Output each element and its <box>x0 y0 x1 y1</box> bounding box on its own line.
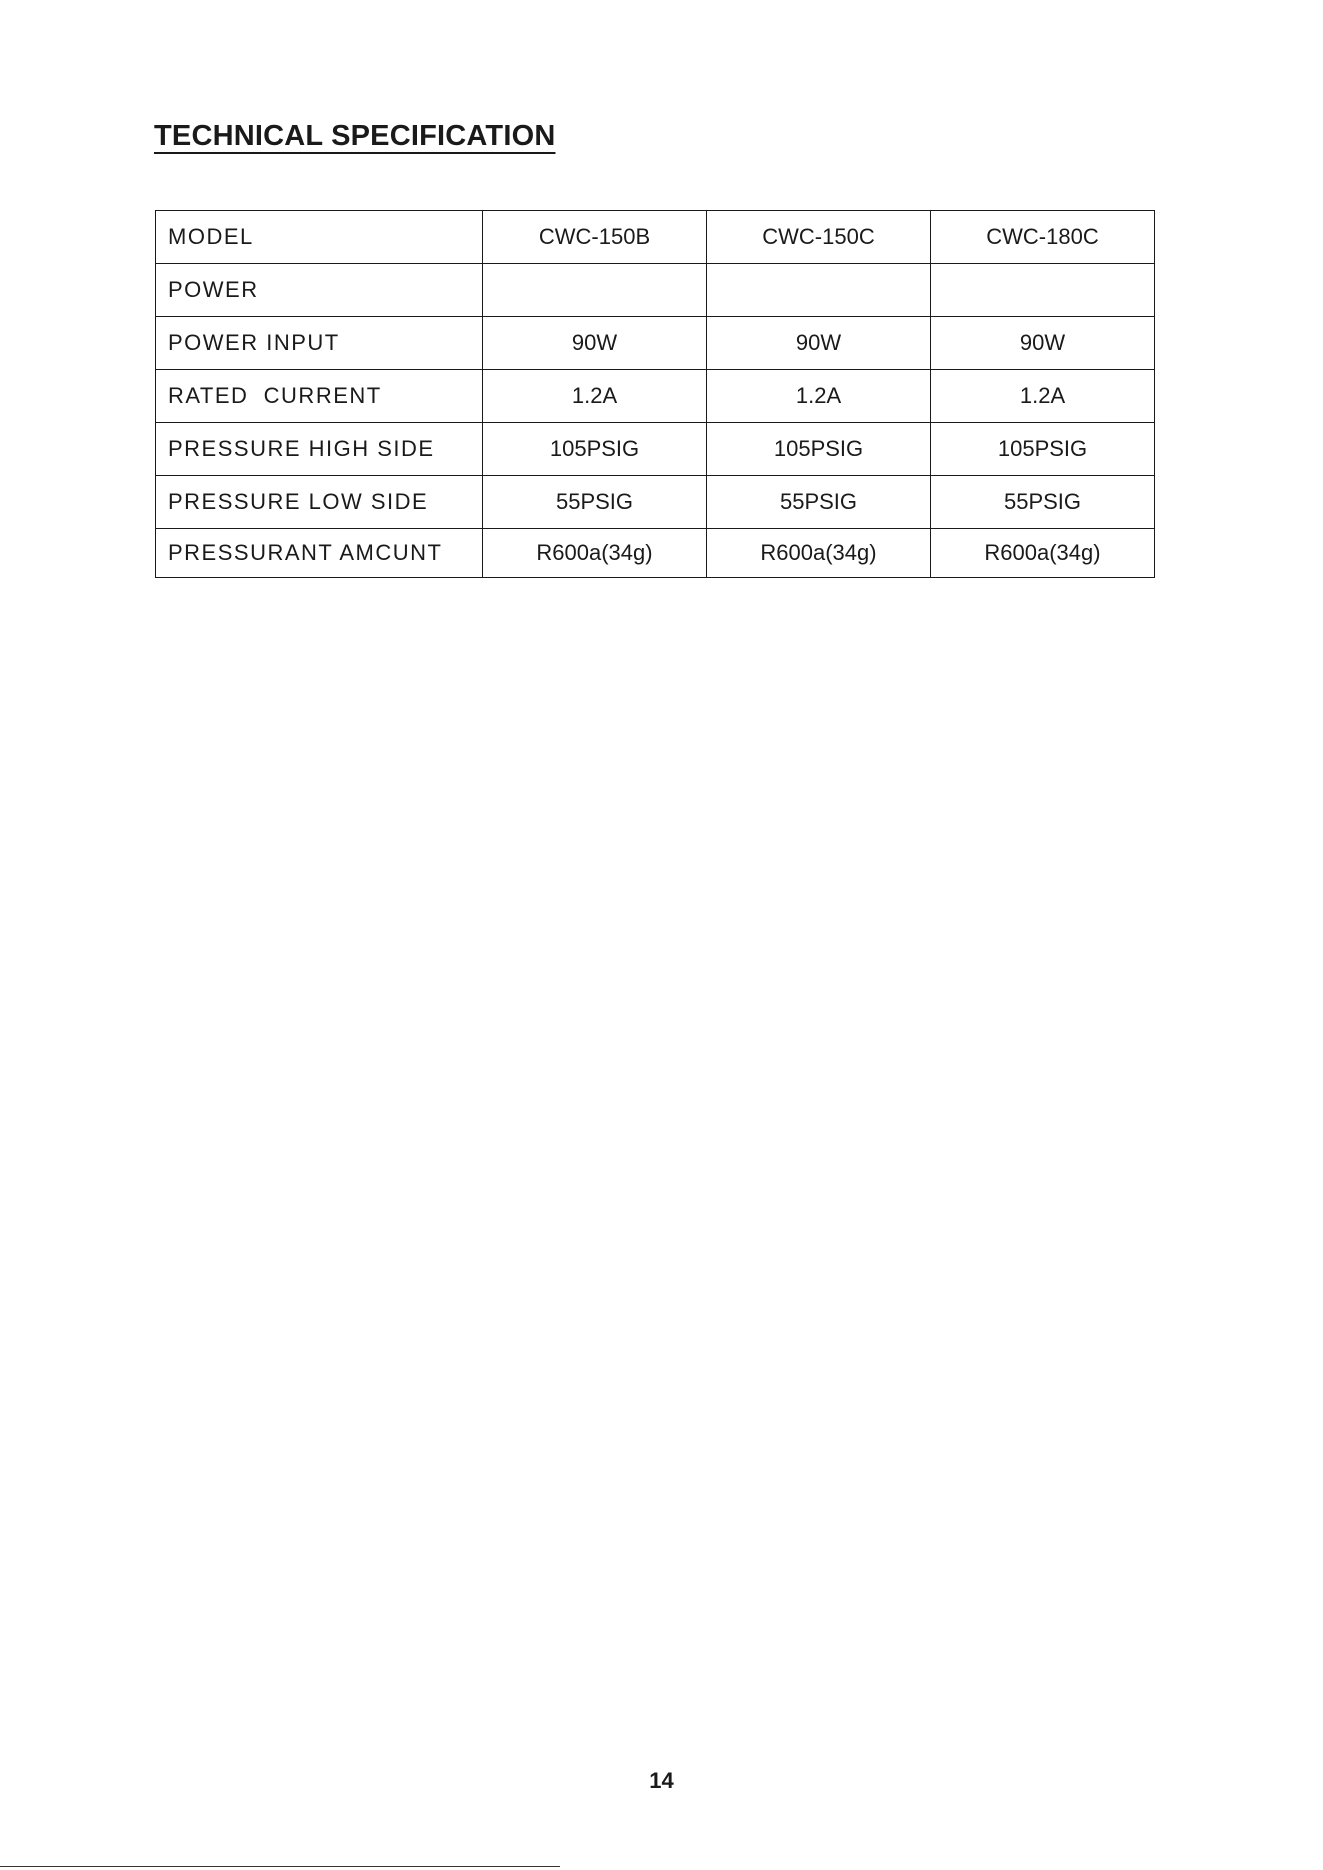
cell-value: 55PSIG <box>931 476 1155 529</box>
table-row-pressure-low-side <box>156 476 1155 529</box>
cell-value: 90W <box>707 317 931 370</box>
row-label: POWER INPUT <box>156 317 483 370</box>
cell-value <box>931 264 1155 317</box>
table-row-model <box>156 211 1155 264</box>
cell-value: 1.2A <box>931 370 1155 423</box>
cell-value: R600a(34g) <box>483 529 707 578</box>
row-label: POWER <box>156 264 483 317</box>
cell-value: 55PSIG <box>707 476 931 529</box>
page-number: 14 <box>649 1768 674 1793</box>
bottom-divider <box>0 1866 560 1867</box>
cell-value <box>707 264 931 317</box>
row-label: RATED CURRENT <box>156 370 483 423</box>
cell-value: R600a(34g) <box>931 529 1155 578</box>
spec-table <box>155 210 1155 578</box>
cell-value: CWC-180C <box>931 211 1155 264</box>
cell-value: 105PSIG <box>707 423 931 476</box>
cell-value: 1.2A <box>707 370 931 423</box>
cell-value: 90W <box>931 317 1155 370</box>
row-label: PRESSURANT AMCUNT <box>156 529 483 578</box>
cell-value: 105PSIG <box>931 423 1155 476</box>
table-row-pressure-high-side <box>156 423 1155 476</box>
page-title: TECHNICAL SPECIFICATION <box>154 120 556 152</box>
row-label: MODEL <box>156 211 483 264</box>
cell-value: 55PSIG <box>483 476 707 529</box>
table-row-rated-current <box>156 370 1155 423</box>
row-label: PRESSURE HIGH SIDE <box>156 423 483 476</box>
table-row-power <box>156 264 1155 317</box>
cell-value: 1.2A <box>483 370 707 423</box>
cell-value: R600a(34g) <box>707 529 931 578</box>
cell-value: 105PSIG <box>483 423 707 476</box>
table-row-pressurant-amount <box>156 529 1155 578</box>
cell-value: 90W <box>483 317 707 370</box>
cell-value <box>483 264 707 317</box>
row-label: PRESSURE LOW SIDE <box>156 476 483 529</box>
cell-value: CWC-150C <box>707 211 931 264</box>
cell-value: CWC-150B <box>483 211 707 264</box>
table-row-power-input <box>156 317 1155 370</box>
